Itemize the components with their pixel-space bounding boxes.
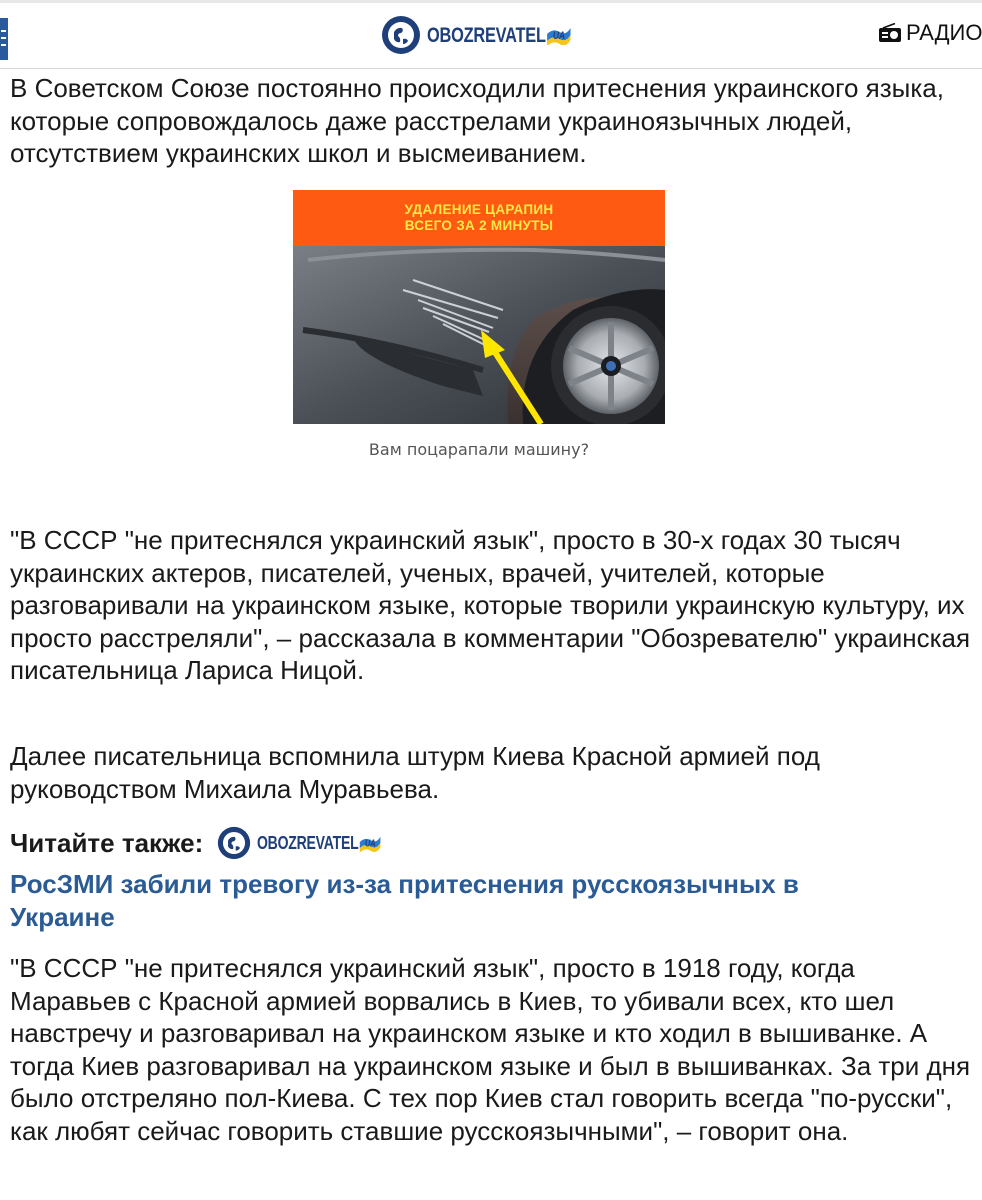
site-header <box>0 0 982 69</box>
globe-icon <box>381 15 421 55</box>
related-article-link[interactable]: РосЗМИ забили тревогу из-за притеснения русскоязычных в Украине <box>10 869 799 932</box>
site-logo[interactable] <box>381 12 613 58</box>
radio-link[interactable] <box>878 20 982 46</box>
globe-icon <box>217 826 251 860</box>
article-paragraph-4: "В СССР "не притеснялся украинский язык", просто в 1918 году, когда Маравьев с Красной армией ворвались в Киев, то убивали всех, кто шел навстречу и разговаривал на украинском языке и кто ходил в вышиванке. А тогда Киев разговаривал на украинском языке и был в вышиванках. За три дня было отстреляно пол-Киева. С тех пор Киев стал говорить всегда "по-русски", как любят сейчас говорить ставшие русскоязычными", – говорит она. <box>10 953 971 1146</box>
radio-icon <box>878 23 902 43</box>
header-top-border <box>0 0 982 3</box>
ad-banner-line-2: ВСЕГО ЗА 2 МИНУТЫ <box>404 218 554 233</box>
svg-text:UA: UA <box>553 29 565 42</box>
read-also-block <box>10 826 417 860</box>
ad-caption[interactable]: Вам поцарапали машину? <box>368 440 590 459</box>
read-also-wordmark: OBOZREVATEL UA <box>257 832 382 854</box>
ad-image[interactable] <box>293 190 665 424</box>
article-paragraph-2: "В СССР "не притеснялся украинский язык", просто в 30-х годах 30 тысяч украинских актеров, писателей, ученых, врачей, учителей, которые разговаривали на украинском языке, которые творили украинскую культуру, их просто расстреляли", – рассказала в комментарии "Обозревателю" украинская писательница Лариса Ницой. <box>10 525 971 686</box>
radio-label: РАДИО <box>906 20 982 45</box>
ua-flag-icon <box>546 23 573 48</box>
read-also-label: Читайте также: <box>10 827 204 858</box>
ua-flag-icon <box>359 832 382 854</box>
hamburger-icon[interactable] <box>0 18 8 60</box>
svg-text:UA: UA <box>365 837 376 849</box>
ad-banner <box>293 190 665 246</box>
logo-wordmark: OBOZREVATEL UA <box>427 23 572 48</box>
article-paragraph-3: Далее писательница вспомнила штурм Киева Красной армией под руководством Михаила Муравьева. <box>10 741 820 804</box>
read-also-logo <box>217 826 417 860</box>
article-paragraph-1: В Советском Союзе постоянно происходили притеснения украинского языка, которые сопровождалось даже расстрелами украиноязычных людей, отсутствием украинских школ и высмеиванием. <box>10 73 944 169</box>
ad-banner-line-1: УДАЛЕНИЕ ЦАРАПИН <box>404 202 554 217</box>
